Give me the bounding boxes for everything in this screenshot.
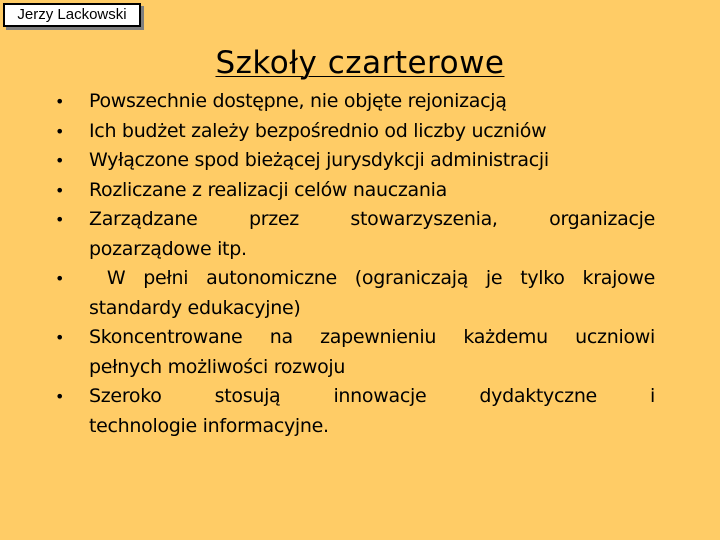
slide-title — [120, 43, 600, 83]
bullet-item — [55, 87, 655, 117]
bullet-marker: • — [55, 92, 65, 111]
bullet-marker: • — [55, 180, 65, 200]
bullet-text: Wyłączone spod bieżącej jurysdykcji administracji — [89, 149, 549, 171]
bullet-marker: • — [55, 121, 65, 141]
bullet-item — [55, 382, 655, 441]
bullet-text-continuation: technologie informacyjne. — [89, 414, 329, 437]
bullet-text: W pełni autonomiczne (ograniczają je tylko krajowe — [89, 267, 655, 289]
author-label: Jerzy Lackowski — [3, 3, 141, 27]
bullet-text: Szeroko stosują innowacje dydaktyczne i — [89, 385, 655, 407]
bullet-text-continuation: pozarządowe itp. — [89, 237, 247, 260]
bullet-marker: • — [55, 151, 65, 170]
bullet-text-continuation: pełnych możliwości rozwoju — [89, 355, 346, 378]
bullet-item — [55, 117, 655, 147]
bullet-item — [55, 146, 655, 176]
bullet-text: Powszechnie dostępne, nie objęte rejonizacją — [89, 90, 507, 112]
bullet-text: Rozliczane z realizacji celów nauczania — [89, 178, 447, 201]
bullet-item — [55, 176, 655, 206]
slide-title-text: Szkoły czarterowe — [215, 45, 505, 81]
bullet-text: Ich budżet zależy bezpośrednio od liczby uczniów — [89, 119, 547, 142]
bullet-item — [55, 323, 655, 382]
bullet-item — [55, 264, 655, 323]
bullet-marker: • — [55, 269, 65, 288]
bullet-item — [55, 205, 655, 264]
bullet-marker: • — [55, 210, 65, 229]
bullet-marker: • — [55, 387, 65, 406]
bullet-text-continuation: standardy edukacyjne) — [89, 296, 301, 319]
bullet-text: Zarządzane przez stowarzyszenia, organizacje — [89, 208, 655, 230]
bullet-list — [55, 87, 655, 441]
bullet-marker: • — [55, 328, 65, 347]
bullet-text: Skoncentrowane na zapewnieniu każdemu uczniowi — [89, 326, 655, 348]
